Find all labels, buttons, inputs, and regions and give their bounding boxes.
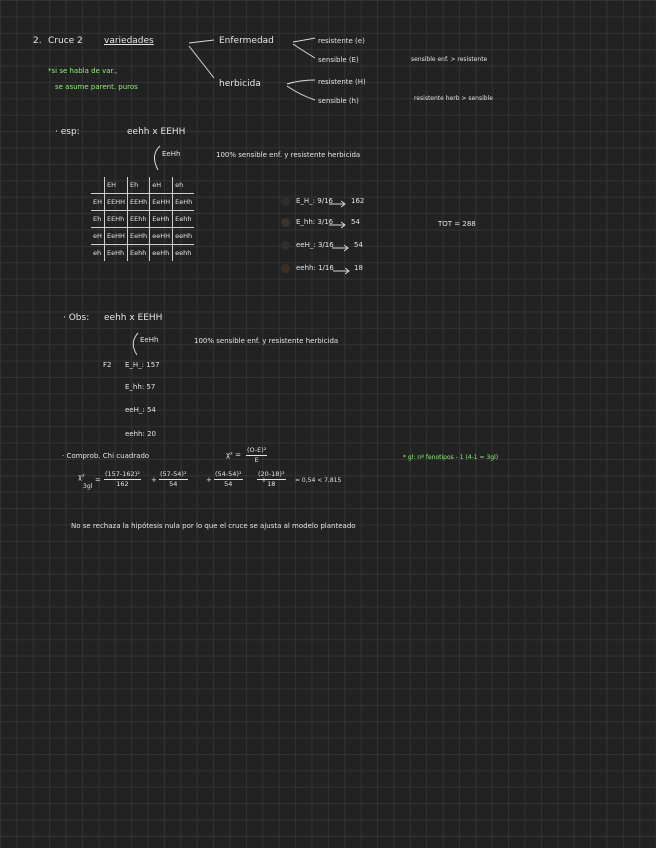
conclusion: No se rechaza la hipótesis nula por lo que el cruce se ajusta al modelo planteado xyxy=(71,522,356,530)
esp-f1-text: 100% sensible enf. y resistente herbicida xyxy=(216,151,361,159)
f2-row: eeH_: 54 xyxy=(125,406,156,414)
punnett-header-cell xyxy=(91,177,105,194)
punnett-cell: eeHh xyxy=(173,228,195,245)
ratio-genotype: eehh: 1/16 xyxy=(296,264,334,272)
punnett-cell: EeHh xyxy=(150,211,173,228)
chi-term-num: (157-162)² xyxy=(105,470,140,478)
chi-label: · Comprob. Chi cuadrado xyxy=(62,452,150,460)
punnett-cell: eehh xyxy=(173,245,195,262)
punnett-cell: EeHh xyxy=(173,194,195,211)
ratio-dot xyxy=(281,264,290,273)
branch-herbicida-sensible: sensible (h) xyxy=(318,97,359,105)
obs-cross: eehh x EEHH xyxy=(104,313,163,323)
punnett-cell: EEHH xyxy=(105,194,128,211)
dominance-rule-herbicida: resistente herb > sensible xyxy=(414,95,493,102)
chi-formula-num: (O-E)² xyxy=(247,446,267,454)
chi-term-den: 54 xyxy=(169,479,178,488)
chi-term-den: 54 xyxy=(224,479,233,488)
punnett-cell: eeHh xyxy=(150,245,173,262)
punnett-cell: EeHH xyxy=(150,194,173,211)
plus-sign: + xyxy=(151,476,157,484)
plus-sign: + xyxy=(261,476,267,484)
branch-enfermedad-resistente: resistente (e) xyxy=(318,37,365,45)
punnett-row xyxy=(91,245,194,262)
title-underlined: variedades xyxy=(104,36,154,46)
chi-term xyxy=(257,471,286,487)
punnett-cell: EeHH xyxy=(105,228,128,245)
punnett-header-cell: EH xyxy=(91,194,105,211)
esp-f1: EeHh xyxy=(162,150,181,158)
obs-label: · Obs: xyxy=(63,313,90,323)
ratio-dot xyxy=(281,218,290,227)
branch-enfermedad: Enfermedad xyxy=(219,36,274,46)
punnett-table xyxy=(91,177,194,261)
punnett-row xyxy=(91,194,194,211)
note-line-2: se asume parent. puros xyxy=(55,83,138,91)
punnett-row xyxy=(91,228,194,245)
ratio-count: 54 xyxy=(354,241,363,249)
obs-f1-text: 100% sensible enf. y resistente herbicida xyxy=(194,337,339,345)
punnett-cell: EEHh xyxy=(128,194,150,211)
ratio-genotype: E_H_: 9/16 xyxy=(296,197,333,205)
ratio-genotype: eeH_: 3/16 xyxy=(296,241,334,249)
chi-term xyxy=(214,471,243,487)
plus-sign: + xyxy=(206,476,212,484)
chi-term-num: (57-54)² xyxy=(160,470,187,478)
branch-herbicida-resistente: resistente (H) xyxy=(318,78,366,86)
ratio-count: 162 xyxy=(351,197,365,205)
punnett-cell: EeHh xyxy=(128,228,150,245)
chi-term-den: 18 xyxy=(267,479,276,488)
punnett-header-cell: EH xyxy=(105,177,128,194)
chi-term xyxy=(159,471,188,487)
punnett-cell: Eehh xyxy=(173,211,195,228)
degrees-freedom-note: * gl: nº fenotipos - 1 (4-1 = 3gl) xyxy=(403,454,499,461)
punnett-cell: EEhh xyxy=(128,211,150,228)
punnett-row xyxy=(91,177,194,194)
equals-sign: = xyxy=(95,476,101,484)
chi-lhs: χ² xyxy=(78,473,85,481)
ratio-dot xyxy=(281,241,290,250)
chi-term-num: (20-18)² xyxy=(258,470,285,478)
punnett-cell: Eehh xyxy=(128,245,150,262)
obs-f1: EeHh xyxy=(140,336,159,344)
f2-row: E_H_: 157 xyxy=(125,361,160,369)
branch-herbicida: herbicida xyxy=(219,79,261,89)
punnett-cell: EEHh xyxy=(105,211,128,228)
total-count: TOT = 288 xyxy=(438,220,476,228)
note-line-1: *si se habla de var., xyxy=(48,67,118,75)
f2-row: eehh: 20 xyxy=(125,430,156,438)
ratio-genotype: E_hh: 3/16 xyxy=(296,218,334,226)
chi-term-num: (54-54)² xyxy=(215,470,242,478)
item-number: 2. xyxy=(33,36,42,46)
f2-label: F2 xyxy=(103,361,112,369)
esp-label: · esp: xyxy=(55,127,80,137)
chi-term-den: 162 xyxy=(116,479,129,488)
chi-term xyxy=(104,471,141,487)
f2-row: E_hh: 57 xyxy=(125,383,156,391)
punnett-header-cell: eH xyxy=(91,228,105,245)
esp-cross: eehh x EEHH xyxy=(127,127,186,137)
punnett-cell: EeHh xyxy=(105,245,128,262)
punnett-cell: eeHH xyxy=(150,228,173,245)
punnett-header-cell: eh xyxy=(173,177,195,194)
ratio-dot xyxy=(281,197,290,206)
chi-formula xyxy=(246,447,267,463)
chi-formula-den: E xyxy=(254,455,259,464)
chi-lhs-sub: 3gl xyxy=(83,483,93,490)
punnett-header-cell: Eh xyxy=(91,211,105,228)
punnett-header-cell: eH xyxy=(150,177,173,194)
branch-enfermedad-sensible: sensible (E) xyxy=(318,56,359,64)
chi-formula-lhs: χ² = xyxy=(226,451,241,459)
punnett-header-cell: eh xyxy=(91,245,105,262)
title-text: Cruce 2 xyxy=(48,36,83,46)
chi-result: = 0,54 < 7,815 xyxy=(295,477,342,484)
dominance-rule-enfermedad: sensible enf. > resistente xyxy=(411,56,488,63)
punnett-header-cell: Eh xyxy=(128,177,150,194)
ratio-count: 54 xyxy=(351,218,360,226)
ratio-count: 18 xyxy=(354,264,363,272)
punnett-row xyxy=(91,211,194,228)
